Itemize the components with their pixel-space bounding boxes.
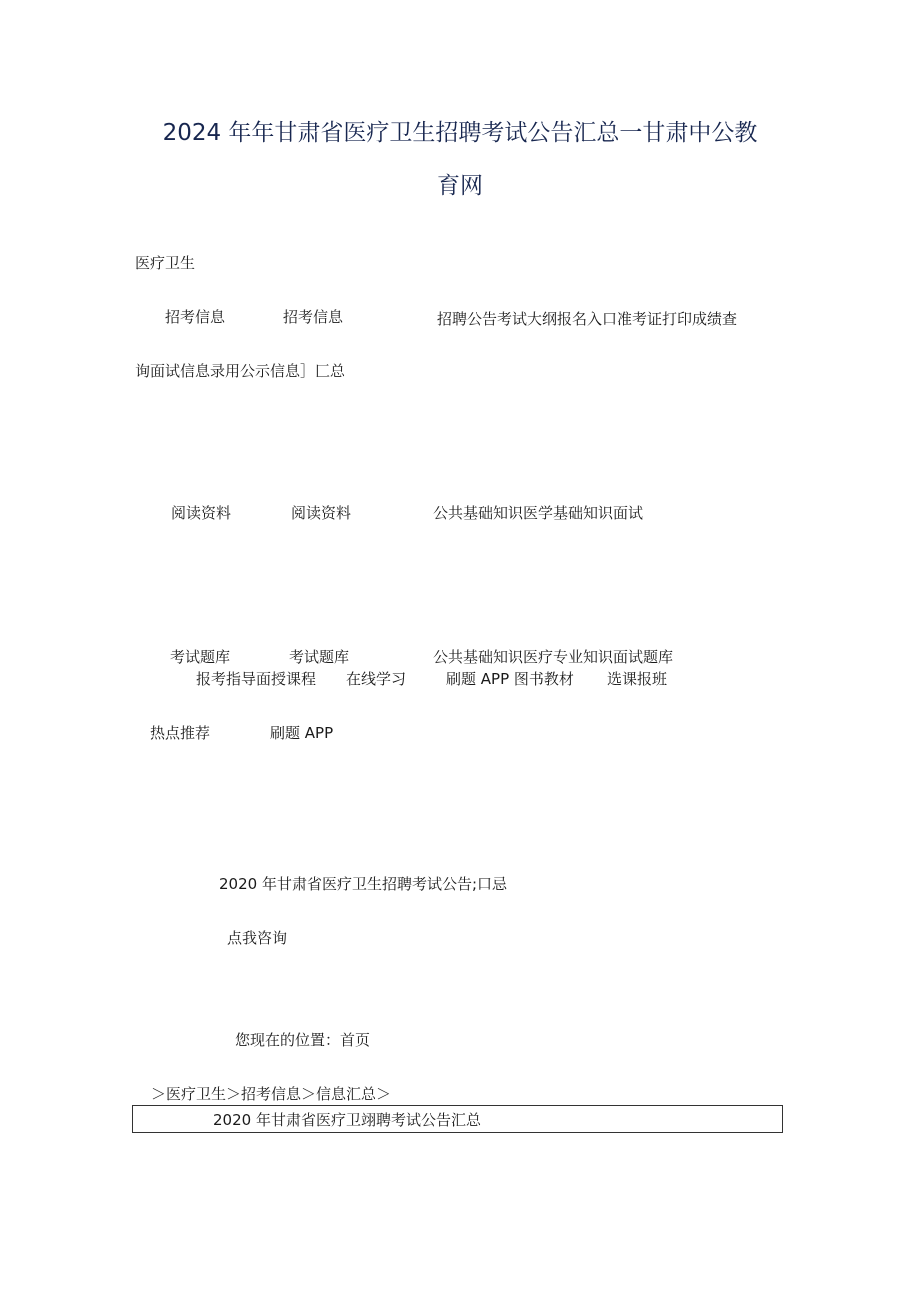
nav-yuedu-label-2[interactable]: 阅读资料 (291, 504, 352, 522)
breadcrumb[interactable]: ＞医疗卫生＞招考信息＞信息汇总＞ (151, 1085, 392, 1103)
consult-button[interactable]: 点我咨询 (227, 929, 288, 947)
nav-zhaokao-links-line2[interactable]: 询面试信息录用公示信息］匚总 (135, 362, 346, 380)
nav-service-course[interactable]: 选课报班 (607, 670, 668, 688)
location-label: 您现在的位置：首页 (235, 1031, 371, 1049)
nav-yuedu-links[interactable]: 公共基础知识医学基础知识面试 (433, 504, 644, 522)
page-title-line2: 育网 (437, 173, 483, 199)
nav-yuedu-label[interactable]: 阅读资料 (171, 504, 232, 522)
nav-zhaokao-links-line1[interactable]: 招聘公告考试大纲报名入口准考证打印成绩查 (437, 310, 738, 328)
article-title-box (132, 1105, 783, 1133)
nav-tiku-links[interactable]: 公共基础知识医疗专业知识面试题库 (433, 648, 674, 666)
hot-recommend-label[interactable]: 热点推荐 (150, 724, 211, 742)
article-headline: 2020 年甘肃省医疗卫生招聘考试公告;口忌 (219, 875, 507, 893)
nav-service-online[interactable]: 在线学习 (346, 670, 407, 688)
category-medical-health[interactable]: 医疗卫生 (135, 254, 196, 272)
article-box-title: 2020 年甘肃省医疗卫翊聘考试公告汇总 (213, 1111, 481, 1129)
page-title-line1: 2024 年年甘肃省医疗卫生招聘考试公告汇总一甘肃中公教 (162, 120, 758, 146)
nav-zhaokao-label-2[interactable]: 招考信息 (283, 308, 344, 326)
nav-tiku-label[interactable]: 考试题库 (170, 648, 231, 666)
nav-service-app-books[interactable]: 刷题 APP 图书教材 (446, 670, 574, 688)
nav-tiku-label-2[interactable]: 考试题库 (289, 648, 350, 666)
nav-zhaokao-label[interactable]: 招考信息 (165, 308, 226, 326)
nav-service-guide[interactable]: 报考指导面授课程 (196, 670, 317, 688)
hot-app-link[interactable]: 刷题 APP (270, 724, 334, 742)
